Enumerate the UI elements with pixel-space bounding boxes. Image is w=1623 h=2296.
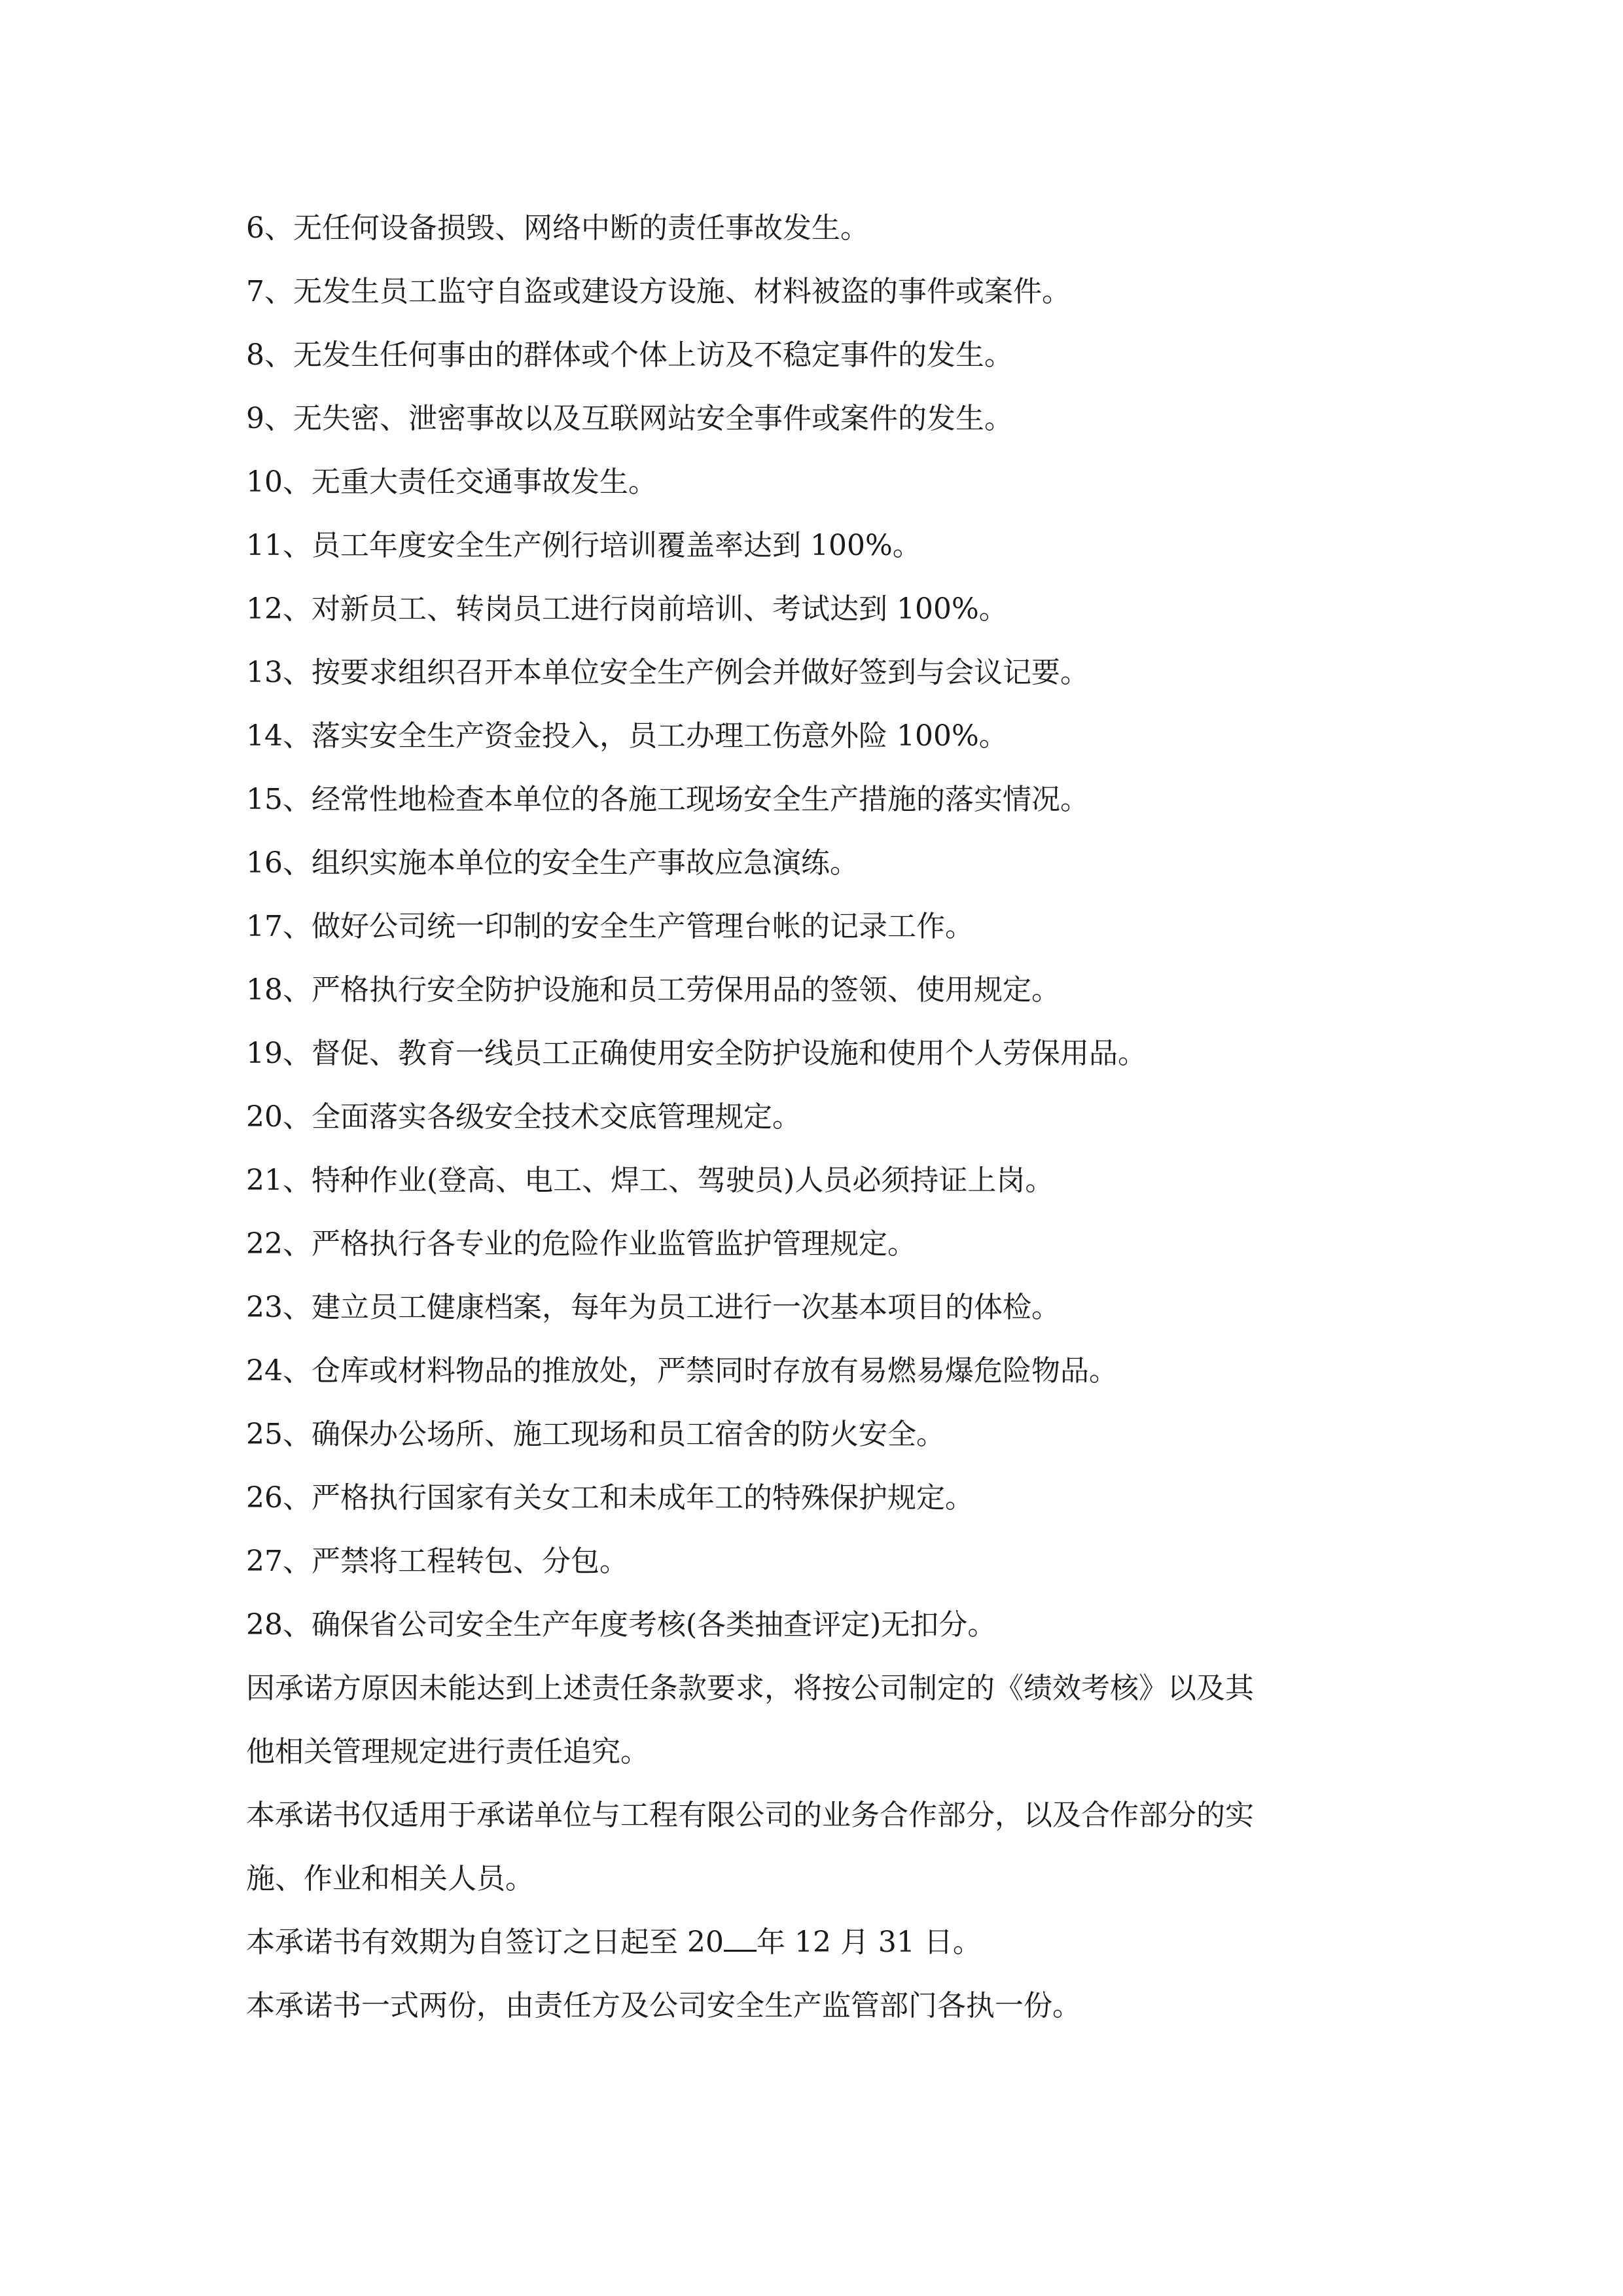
accountability-paragraph-line-2: 他相关管理规定进行责任追究。 [246,1735,649,1768]
list-item: 12、对新员工、转岗员工进行岗前培训、考试达到 100%。 [246,592,1008,626]
list-item: 14、落实安全生产资金投入，员工办理工伤意外险 100%。 [246,719,1008,753]
validity-paragraph [246,1910,1388,1974]
validity-prefix: 本承诺书有效期为自签订之日起至 20 [246,1926,724,1959]
list-item: 9、无失密、泄密事故以及互联网站安全事件或案件的发生。 [246,402,1013,435]
list-item: 19、督促、教育一线员工正确使用安全防护设施和使用个人劳保用品。 [246,1037,1147,1070]
list-item: 15、经常性地检查本单位的各施工现场安全生产措施的落实情况。 [246,783,1089,816]
list-item: 13、按要求组织召开本单位安全生产例会并做好签到与会议记要。 [246,656,1089,689]
scope-paragraph-line-2: 施、作业和相关人员。 [246,1862,534,1895]
copies-paragraph: 本承诺书一式两份，由责任方及公司安全生产监管部门各执一份。 [246,1989,1081,2022]
list-item: 21、特种作业(登高、电工、焊工、驾驶员)人员必须持证上岗。 [246,1164,1054,1197]
list-item: 26、严格执行国家有关女工和未成年工的特殊保护规定。 [246,1481,974,1515]
document-body [246,196,1388,2037]
list-item: 17、做好公司统一印制的安全生产管理台帐的记录工作。 [246,910,974,943]
list-item: 24、仓库或材料物品的推放处，严禁同时存放有易燃易爆危险物品。 [246,1354,1118,1388]
list-item: 18、严格执行安全防护设施和员工劳保用品的签领、使用规定。 [246,973,1060,1007]
validity-suffix: 年 12 月 31 日。 [756,1926,982,1959]
list-item: 27、严禁将工程转包、分包。 [246,1545,628,1578]
list-item: 16、组织实施本单位的安全生产事故应急演练。 [246,846,859,880]
list-item: 11、员工年度安全生产例行培训覆盖率达到 100%。 [246,529,921,562]
list-item: 10、无重大责任交通事故发生。 [246,465,657,499]
list-item: 20、全面落实各级安全技术交底管理规定。 [246,1100,801,1134]
year-blank [724,1924,757,1952]
list-item: 22、严格执行各专业的危险作业监管监护管理规定。 [246,1227,916,1261]
list-item: 25、确保办公场所、施工现场和员工宿舍的防火安全。 [246,1418,945,1451]
list-item: 7、无发生员工监守自盗或建设方设施、材料被盗的事件或案件。 [246,275,1071,308]
list-item: 28、确保省公司安全生产年度考核(各类抽查评定)无扣分。 [246,1608,997,1641]
accountability-paragraph-line-1: 因承诺方原因未能达到上述责任条款要求，将按公司制定的《绩效考核》以及其 [246,1672,1254,1705]
list-item: 6、无任何设备损毁、网络中断的责任事故发生。 [246,211,869,245]
scope-paragraph-line-1: 本承诺书仅适用于承诺单位与工程有限公司的业务合作部分，以及合作部分的实 [246,1799,1254,1832]
list-item: 23、建立员工健康档案，每年为员工进行一次基本项目的体检。 [246,1291,1060,1324]
list-item: 8、无发生任何事由的群体或个体上访及不稳定事件的发生。 [246,338,1013,372]
